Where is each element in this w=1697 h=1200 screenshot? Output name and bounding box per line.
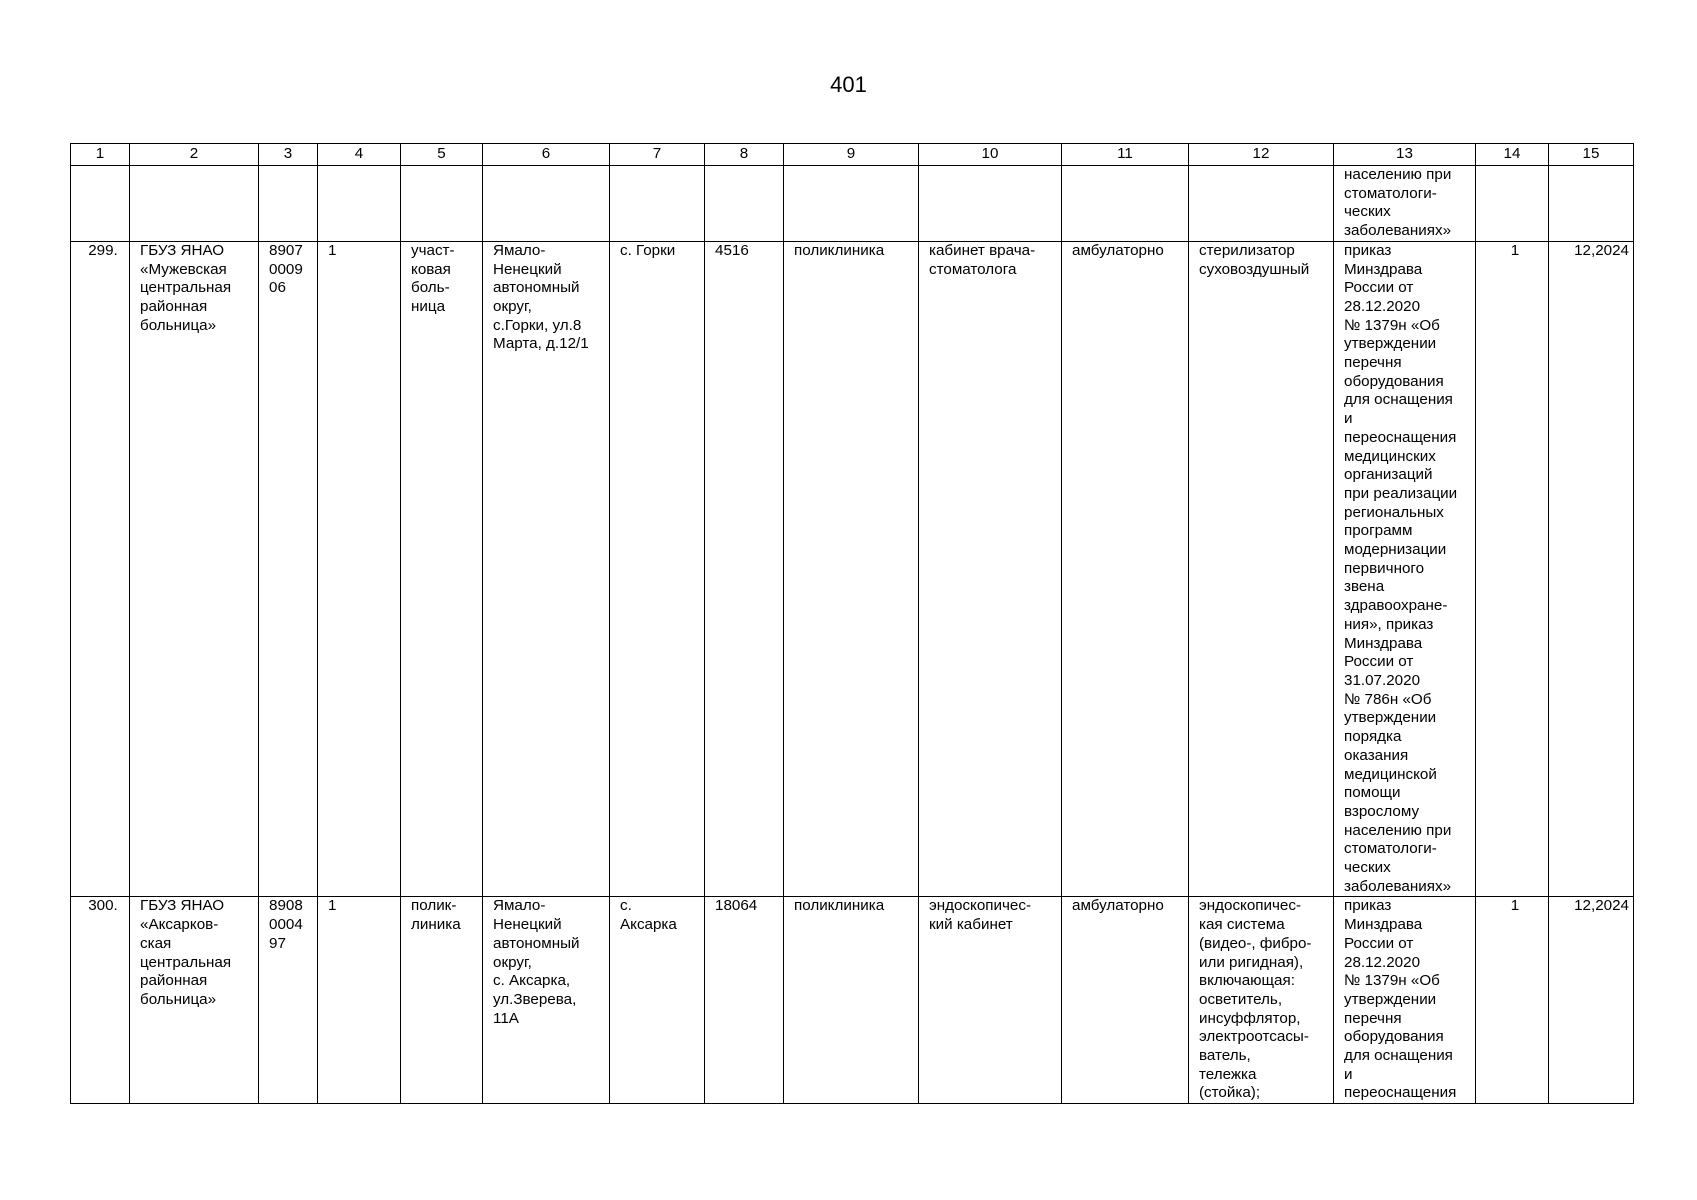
header-cell: 11 [1062,144,1189,166]
header-row [71,144,1634,166]
cell-line: 11А [493,1009,519,1027]
cell-line: взрослому [1344,802,1420,820]
cell-line: с. [620,897,632,915]
cell-line: звена [1344,578,1385,596]
table-cell [1062,166,1189,242]
basis-cell [1334,241,1476,897]
cell-line: участ- [411,241,455,259]
table-row [71,897,1634,1104]
basis-cell: населению при стоматологи- ческих заболеваниях» [1334,166,1476,242]
cell-line: здравоохране- [1344,597,1448,615]
cell-line: инсуффлятор, [1199,1009,1301,1027]
cell-line: округ, [493,297,532,315]
cell-line: населению при [1344,821,1452,839]
cell-line: Минздрава [1344,634,1423,652]
table-cell [130,166,259,242]
header-cell: 12 [1189,144,1334,166]
table-cell [318,166,401,242]
quantity-cell: 1 [1476,897,1549,1104]
room-cell [919,241,1062,897]
table-cell [1549,166,1634,242]
cell-line: ская [140,934,172,952]
page-number: 401 [830,72,867,97]
unit-cell: поликлиника [784,241,919,897]
facility-type-cell [401,241,483,897]
address-cell [483,241,610,897]
table-cell [401,166,483,242]
cell-line: «Аксарков- [140,916,219,934]
row-number-cell: 300. [71,897,130,1104]
header-cell: 8 [705,144,784,166]
settlement-cell [610,897,705,1104]
cell-line: перечня [1344,1009,1402,1027]
cell-line: 0009 [269,260,303,278]
cell-line: № 1379н «Об [1344,316,1440,334]
cell-line: помощи [1344,784,1401,802]
cell-line: Минздрава [1344,916,1423,934]
cell-line: перечня [1344,354,1402,372]
cell-line: ватель, [1199,1047,1251,1065]
organization-cell [130,897,259,1104]
date-cell: 12,2024 [1549,241,1634,897]
cell-line: ческих [1344,859,1391,877]
cell-line: и [1344,410,1353,428]
room-cell [919,897,1062,1104]
cell-line: 8907 [269,241,303,259]
cell-line: модернизации [1344,541,1447,559]
header-cell: 6 [483,144,610,166]
cell-line: ГБУЗ ЯНАО [140,897,225,915]
header-cell: 7 [610,144,705,166]
address-cell [483,897,610,1104]
cell-line: ница [411,297,446,315]
cell-line: первичного [1344,559,1425,577]
cell-line: Марта, д.12/1 [493,335,589,353]
cell-line: медицинских [1344,447,1436,465]
cell-line: медицинской [1344,765,1437,783]
table-row [71,241,1634,897]
header-cell: 4 [318,144,401,166]
cell-line: ГБУЗ ЯНАО [140,241,225,259]
unit-cell: поликлиника [784,897,919,1104]
cell-line: стерилизатор [1199,241,1295,259]
cell-line: программ [1344,522,1413,540]
cell-line: 06 [269,279,286,297]
cell-line: оборудования [1344,372,1444,390]
cell-line: № 786н «Об [1344,690,1432,708]
cell-line: тележка [1199,1065,1257,1083]
cell-line: 28.12.2020 [1344,953,1421,971]
equipment-cell [1189,897,1334,1104]
cell-line: России от [1344,934,1414,952]
cell-line: с. Горки [620,241,676,259]
cell-line: автономный [493,934,580,952]
cell-line: эндоскопичес- [1199,897,1302,915]
row-number-cell: 299. [71,241,130,897]
table-cell [705,166,784,242]
cell-line: «Мужевская [140,260,227,278]
cell-line: Аксарка [620,916,677,934]
cell-line: утверждении [1344,709,1437,727]
table-cell [784,166,919,242]
cell-line: 28.12.2020 [1344,297,1421,315]
cell-line: с.Горки, ул.8 [493,316,582,334]
cell-line: 0004 [269,916,303,934]
cell-line: ул.Зверева, [493,990,577,1008]
population-cell: 4516 [705,241,784,897]
cell-line: № 1379н «Об [1344,972,1440,990]
header-cell: 1 [71,144,130,166]
organization-cell [130,241,259,897]
cell-line: Ямало- [493,241,546,259]
cell-line: Ненецкий [493,260,562,278]
cell-line: стоматолога [929,260,1017,278]
mode-cell: амбулаторно [1062,241,1189,897]
cell-line: 97 [269,934,286,952]
cell-line: стоматологи- [1344,840,1437,858]
cell-line: оказания [1344,746,1409,764]
cell-line: при реализации [1344,484,1458,502]
header-cell: 5 [401,144,483,166]
date-cell: 12,2024 [1549,897,1634,1104]
cell-line: линика [411,916,461,934]
equipment-table [70,143,1634,1104]
cell-line: Ненецкий [493,916,562,934]
cell-line: приказ [1344,241,1392,259]
cell-line: переоснащения [1344,428,1457,446]
header-cell: 3 [259,144,318,166]
cell-line: Минздрава [1344,260,1423,278]
col4-cell: 1 [318,241,401,897]
header-cell: 2 [130,144,259,166]
cell-line: России от [1344,653,1414,671]
mode-cell: амбулаторно [1062,897,1189,1104]
table-cell [919,166,1062,242]
cell-line: больница» [140,990,217,1008]
cell-line: округ, [493,953,532,971]
header-cell: 14 [1476,144,1549,166]
settlement-cell [610,241,705,897]
code-cell [259,897,318,1104]
cell-line: осветитель, [1199,990,1283,1008]
cell-line: Ямало- [493,897,546,915]
header-cell: 10 [919,144,1062,166]
quantity-cell: 1 [1476,241,1549,897]
cell-line: центральная [140,279,232,297]
cell-line: (стойка); [1199,1084,1261,1102]
cell-line: полик- [411,897,457,915]
basis-cell [1334,897,1476,1104]
table-cell [259,166,318,242]
cell-line: электроотсасы- [1199,1028,1309,1046]
cell-line: автономный [493,279,580,297]
cell-line: ния», приказ [1344,615,1434,633]
cell-line: 8908 [269,897,303,915]
equipment-cell [1189,241,1334,897]
cell-line: ковая [411,260,451,278]
header-cell: 13 [1334,144,1476,166]
continuation-row [71,166,1634,242]
header-cell: 9 [784,144,919,166]
cell-line: порядка [1344,728,1402,746]
cell-line: больница» [140,316,217,334]
population-cell: 18064 [705,897,784,1104]
cell-line: региональных [1344,503,1444,521]
cell-line: утверждении [1344,990,1437,1008]
facility-type-cell [401,897,483,1104]
cell-line: или ригидная), [1199,953,1304,971]
cell-line: включающая: [1199,972,1295,990]
header-cell: 15 [1549,144,1634,166]
table-cell [1189,166,1334,242]
cell-line: районная [140,972,208,990]
cell-line: районная [140,297,208,315]
table-cell [610,166,705,242]
table-cell [483,166,610,242]
cell-line: с. Аксарка, [493,972,571,990]
cell-line: боль- [411,279,450,297]
cell-line: России от [1344,279,1414,297]
cell-line: для оснащения [1344,391,1453,409]
cell-line: кий кабинет [929,916,1013,934]
cell-line: переоснащения [1344,1084,1457,1102]
cell-line: для оснащения [1344,1047,1453,1065]
cell-line: суховоздушный [1199,260,1310,278]
cell-line: (видео-, фибро- [1199,934,1312,952]
cell-line: приказ [1344,897,1392,915]
col4-cell: 1 [318,897,401,1104]
cell-line: утверждении [1344,335,1437,353]
cell-line: кабинет врача- [929,241,1036,259]
cell-line: центральная [140,953,232,971]
table-cell [71,166,130,242]
cell-line: оборудования [1344,1028,1444,1046]
cell-line: эндоскопичес- [929,897,1032,915]
cell-line: 31.07.2020 [1344,671,1421,689]
code-cell [259,241,318,897]
cell-line: организаций [1344,466,1433,484]
cell-line: заболеваниях» [1344,877,1452,895]
cell-line: кая система [1199,916,1285,934]
cell-line: и [1344,1065,1353,1083]
table-cell [1476,166,1549,242]
